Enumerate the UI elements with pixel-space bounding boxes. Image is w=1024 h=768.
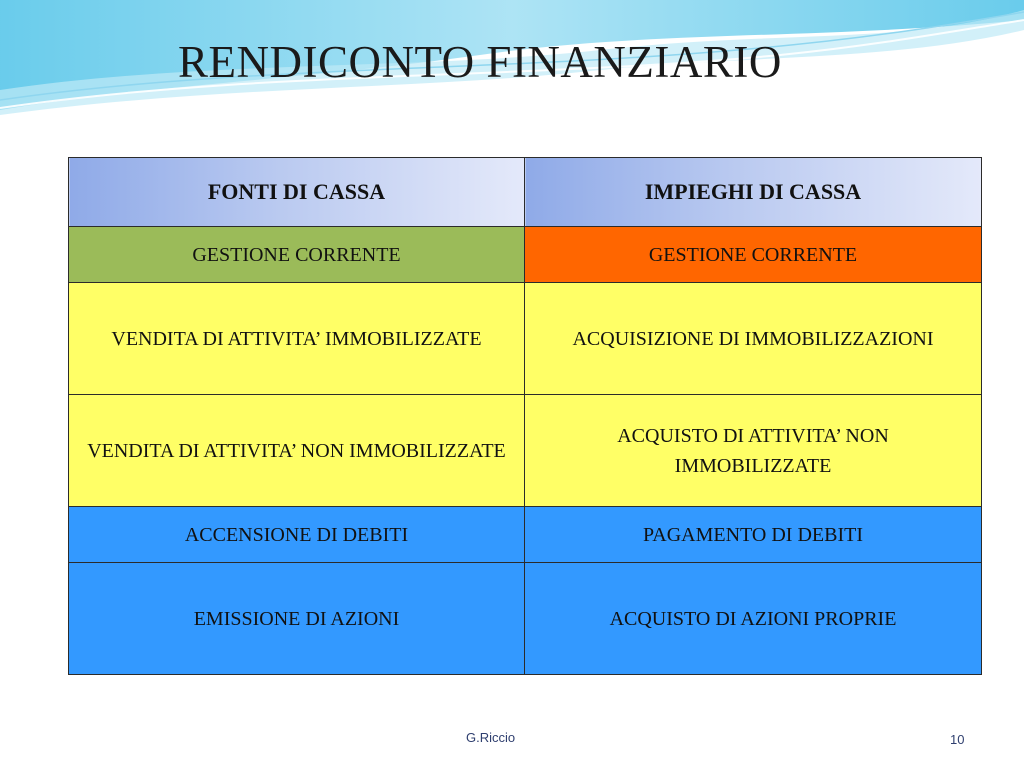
cell-acquisto-non-immobilizzate: ACQUISTO DI ATTIVITA’ NON IMMOBILIZZATE [525,395,982,507]
slide-title: RENDICONTO FINANZIARIO [178,37,782,87]
cash-flow-table [68,157,982,675]
cell-vendita-non-immobilizzate: VENDITA DI ATTIVITA’ NON IMMOBILIZZATE [69,395,525,507]
cell-acquisizione-immobilizzazioni: ACQUISIZIONE DI IMMOBILIZZAZIONI [525,283,982,395]
cell-pagamento-debiti: PAGAMENTO DI DEBITI [525,507,982,563]
cell-gestione-corrente-fonti: GESTIONE CORRENTE [69,227,525,283]
header-fonti-di-cassa: FONTI DI CASSA [69,158,525,227]
cell-gestione-corrente-impieghi: GESTIONE CORRENTE [525,227,982,283]
table-row [69,283,982,395]
footer-author: G.Riccio [466,730,516,745]
cell-acquisto-azioni-proprie: ACQUISTO DI AZIONI PROPRIE [525,563,982,675]
cell-accensione-debiti: ACCENSIONE DI DEBITI [69,507,525,563]
table-row [69,395,982,507]
header-impieghi-di-cassa: IMPIEGHI DI CASSA [525,158,982,227]
table-row [69,563,982,675]
cell-emissione-azioni: EMISSIONE DI AZIONI [69,563,525,675]
table-row [69,227,982,283]
page-number: 10 [950,732,965,747]
table-header-row [69,158,982,227]
cell-vendita-immobilizzate: VENDITA DI ATTIVITA’ IMMOBILIZZATE [69,283,525,395]
table-row [69,507,982,563]
